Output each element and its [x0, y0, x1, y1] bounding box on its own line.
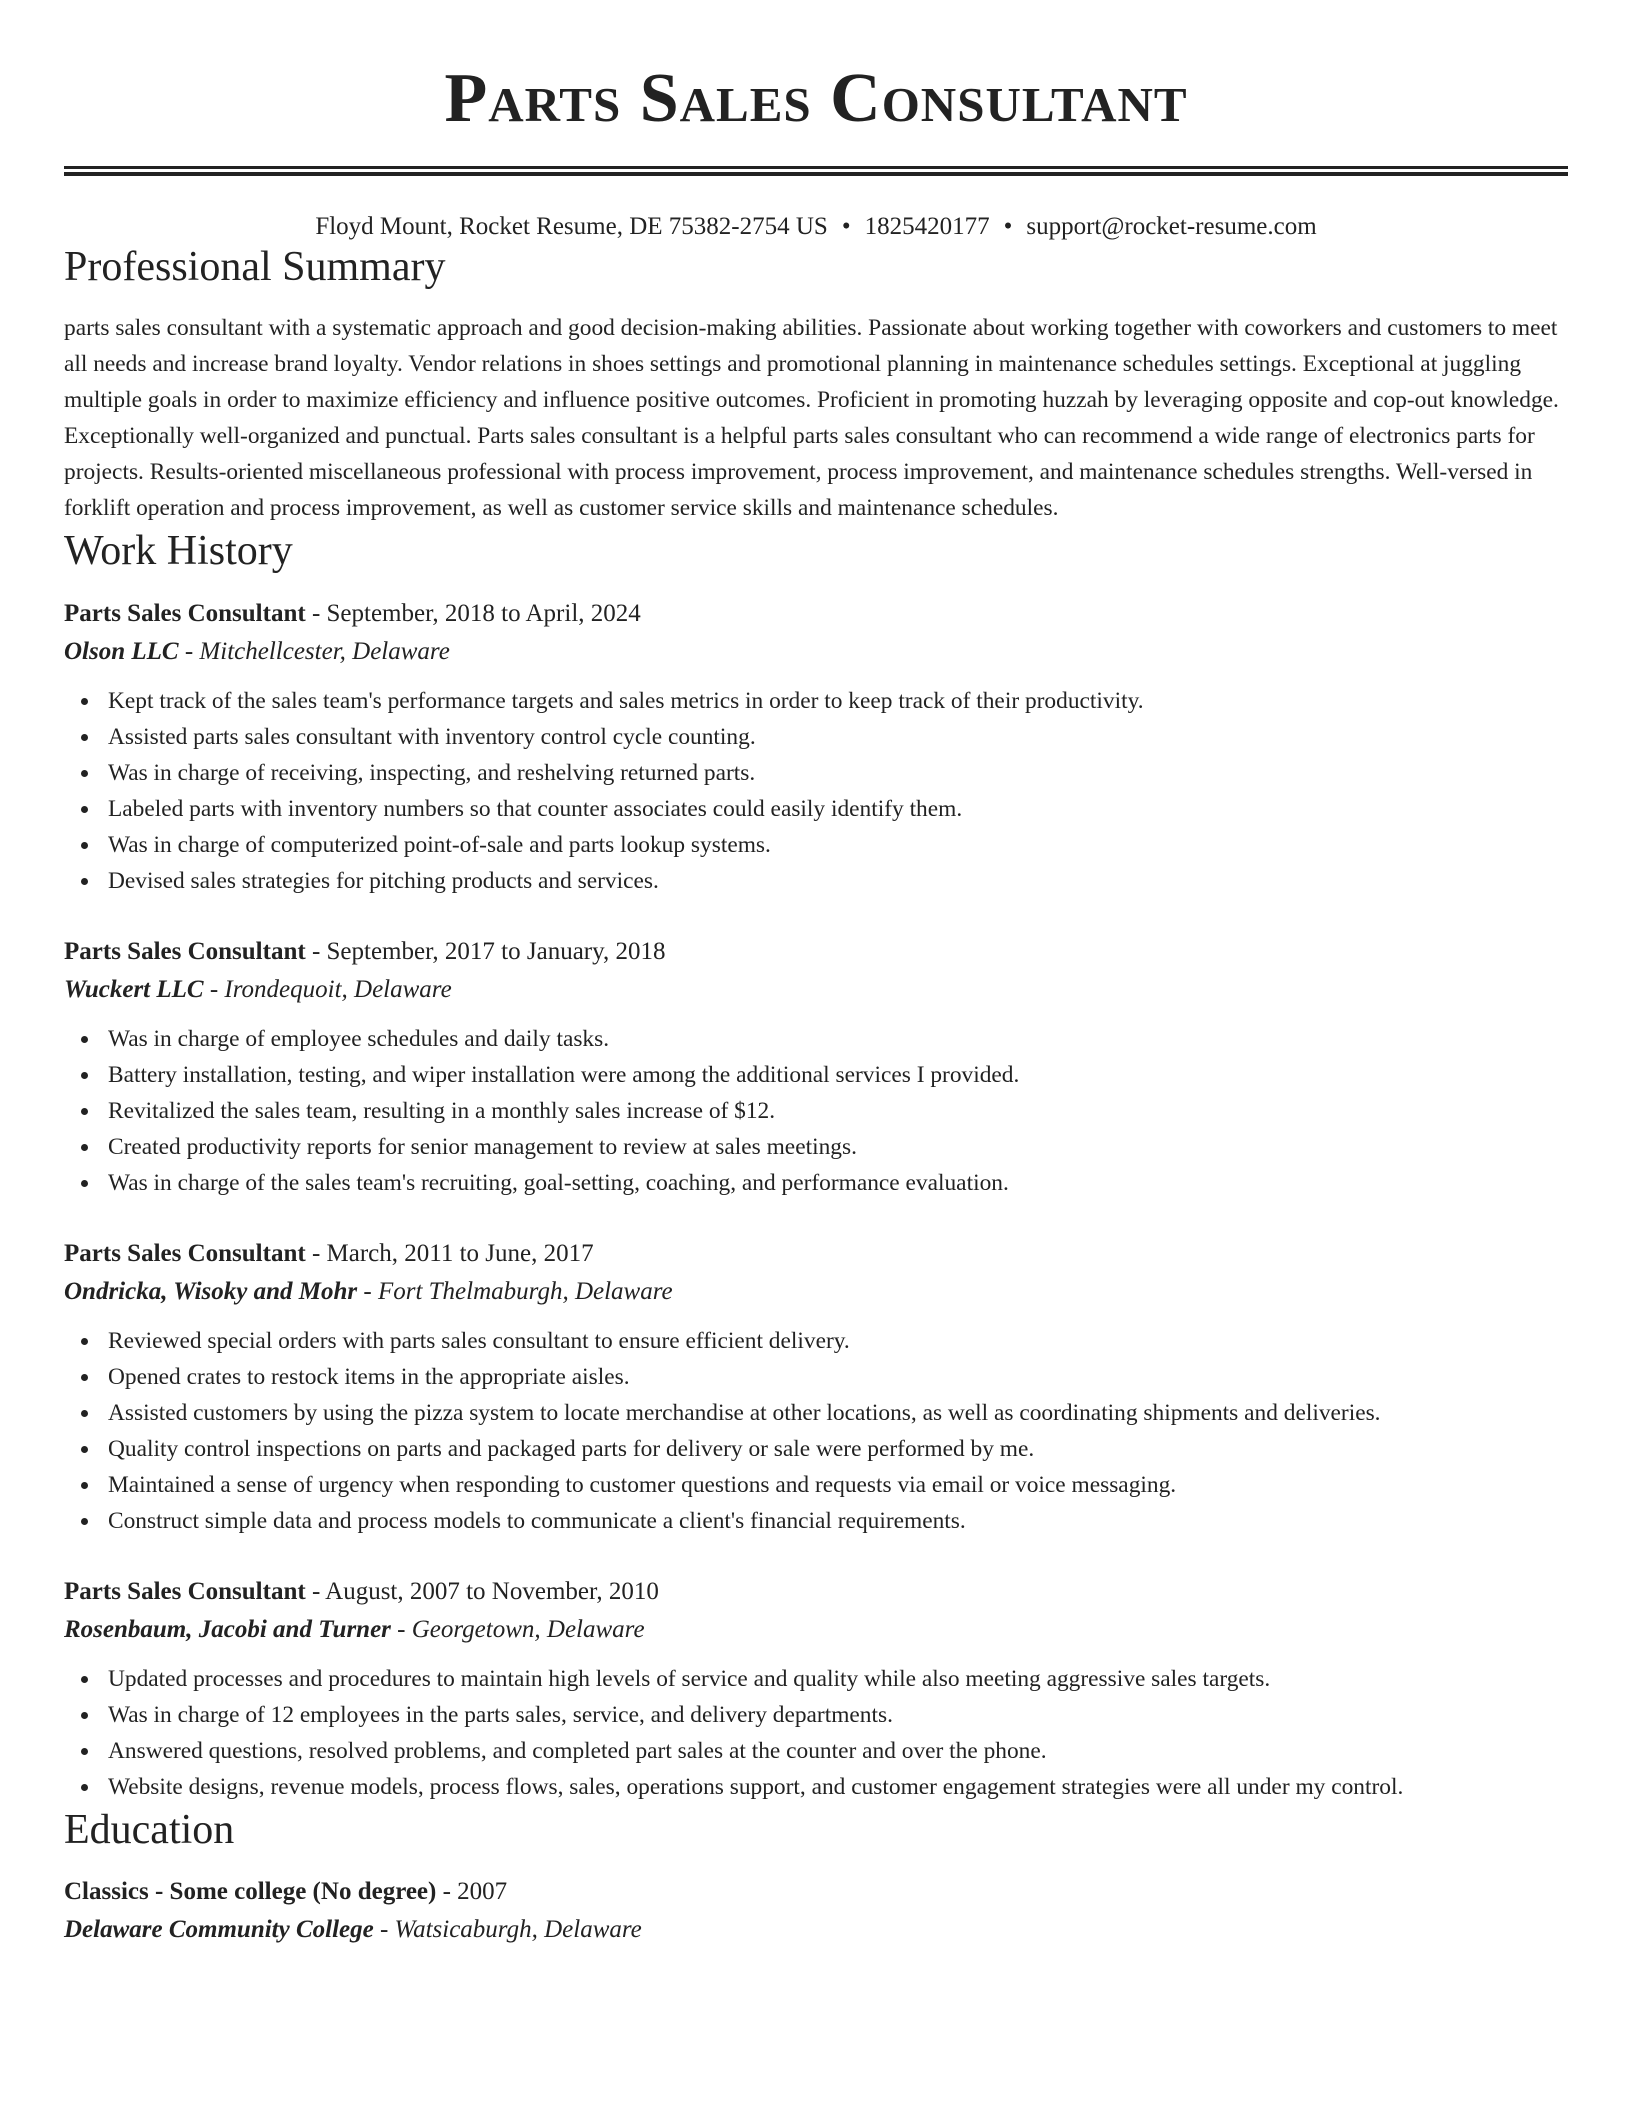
school-name: Delaware Community College: [64, 1916, 374, 1944]
company-name: Ondricka, Wisoky and Mohr: [64, 1277, 358, 1305]
title-divider: [64, 166, 1568, 176]
list-item: Was in charge of receiving, inspecting, and reshelving returned parts.: [108, 755, 1568, 791]
contact-phone: 1825420177: [864, 213, 990, 240]
summary-heading: Professional Summary: [64, 244, 446, 290]
degree-line: [64, 1873, 1568, 1911]
list-item: Quality control inspections on parts and packaged parts for delivery or sale were performed by me.: [108, 1431, 1568, 1467]
company-location: - Irondequoit, Delaware: [203, 975, 452, 1003]
contact-address: Floyd Mount, Rocket Resume, DE 75382-2754 US: [315, 213, 828, 240]
education-heading: Education: [64, 1806, 235, 1853]
job-entry: [64, 933, 1568, 1201]
school-line: [64, 1911, 1568, 1949]
contact-line: [64, 212, 1568, 242]
list-item: Reviewed special orders with parts sales consultant to ensure efficient delivery.: [108, 1323, 1568, 1359]
company-line: [64, 971, 1568, 1009]
job-dates: - August, 2007 to November, 2010: [305, 1577, 659, 1605]
list-item: Assisted customers by using the pizza system to locate merchandise at other locations, as well as coordinating shipments and deliveries.: [108, 1395, 1568, 1431]
job-title-line: [64, 1235, 1568, 1273]
job-title: Parts Sales Consultant: [64, 1239, 306, 1267]
company-location: - Fort Thelmaburgh, Delaware: [357, 1277, 673, 1305]
company-name: Rosenbaum, Jacobi and Turner: [64, 1615, 391, 1643]
job-title: Parts Sales Consultant: [64, 937, 306, 965]
education-entry: [64, 1873, 1568, 1949]
list-item: Construct simple data and process models to communicate a client's financial requirements.: [108, 1503, 1568, 1539]
degree-year: - 2007: [436, 1878, 508, 1906]
school-location: - Watsicaburgh, Delaware: [373, 1916, 642, 1944]
list-item: Revitalized the sales team, resulting in a monthly sales increase of $12.: [108, 1093, 1568, 1129]
summary-text: parts sales consultant with a systematic approach and good decision-making abilities. Passionate about working together with coworkers and customers to meet all needs and increase brand loyalty. Vendor relations in shoes settings and promotional planning in maintenance schedules settings. Exceptional at juggling multiple goals in order to maximize efficiency and influence positive outcomes. Proficient in promoting huzzah by leveraging opposite and cop-out knowledge. Exceptionally well-organized and punctual. Parts sales consultant is a helpful parts sales consultant who can recommend a wide range of electronics parts for projects. Results-oriented miscellaneous professional with process improvement, process improvement, and maintenance schedules strengths. Well-versed in forklift operation and process improvement, as well as customer service skills and maintenance schedules.: [64, 315, 1559, 522]
company-line: [64, 1611, 1568, 1649]
company-name: Wuckert LLC: [64, 975, 204, 1003]
job-bullets: [64, 683, 1568, 899]
company-location: - Mitchellcester, Delaware: [178, 637, 450, 665]
job-entry: [64, 595, 1568, 899]
list-item: Answered questions, resolved problems, and completed part sales at the counter and over the phone.: [108, 1733, 1568, 1769]
job-dates: - September, 2017 to January, 2018: [305, 937, 666, 965]
job-title-line: [64, 1573, 1568, 1611]
work-history-heading: Work History: [64, 528, 293, 575]
list-item: Was in charge of computerized point-of-sale and parts lookup systems.: [108, 827, 1568, 863]
job-entry: [64, 1573, 1568, 1805]
list-item: Assisted parts sales consultant with inventory control cycle counting.: [108, 719, 1568, 755]
resume-title: Parts Sales Consultant: [444, 60, 1188, 137]
job-bullets: [64, 1661, 1568, 1805]
job-entry: [64, 1235, 1568, 1539]
list-item: Was in charge of 12 employees in the parts sales, service, and delivery departments.: [108, 1697, 1568, 1733]
job-dates: - March, 2011 to June, 2017: [305, 1239, 594, 1267]
list-item: Website designs, revenue models, process flows, sales, operations support, and customer engagement strategies were all under my control.: [108, 1769, 1568, 1805]
list-item: Labeled parts with inventory numbers so that counter associates could easily identify them.: [108, 791, 1568, 827]
job-title-line: [64, 933, 1568, 971]
list-item: Kept track of the sales team's performance targets and sales metrics in order to keep track of their productivity.: [108, 683, 1568, 719]
company-line: [64, 633, 1568, 671]
list-item: Created productivity reports for senior management to review at sales meetings.: [108, 1129, 1568, 1165]
job-title: Parts Sales Consultant: [64, 1577, 306, 1605]
list-item: Opened crates to restock items in the appropriate aisles.: [108, 1359, 1568, 1395]
list-item: Devised sales strategies for pitching products and services.: [108, 863, 1568, 899]
company-line: [64, 1273, 1568, 1311]
contact-separator: •: [1003, 213, 1013, 240]
contact-email: support@rocket-resume.com: [1026, 213, 1317, 240]
list-item: Was in charge of employee schedules and daily tasks.: [108, 1021, 1568, 1057]
list-item: Battery installation, testing, and wiper installation were among the additional services I provided.: [108, 1057, 1568, 1093]
job-bullets: [64, 1323, 1568, 1539]
list-item: Was in charge of the sales team's recruiting, goal-setting, coaching, and performance evaluation.: [108, 1165, 1568, 1201]
list-item: Maintained a sense of urgency when responding to customer questions and requests via email or voice messaging.: [108, 1467, 1568, 1503]
job-dates: - September, 2018 to April, 2024: [305, 599, 641, 627]
job-bullets: [64, 1021, 1568, 1201]
company-location: - Georgetown, Delaware: [390, 1615, 645, 1643]
list-item: Updated processes and procedures to maintain high levels of service and quality while also meeting aggressive sales targets.: [108, 1661, 1568, 1697]
job-title-line: [64, 595, 1568, 633]
company-name: Olson LLC: [64, 637, 179, 665]
contact-separator: •: [841, 213, 851, 240]
degree-name: Classics - Some college (No degree): [64, 1878, 437, 1906]
job-title: Parts Sales Consultant: [64, 599, 306, 627]
